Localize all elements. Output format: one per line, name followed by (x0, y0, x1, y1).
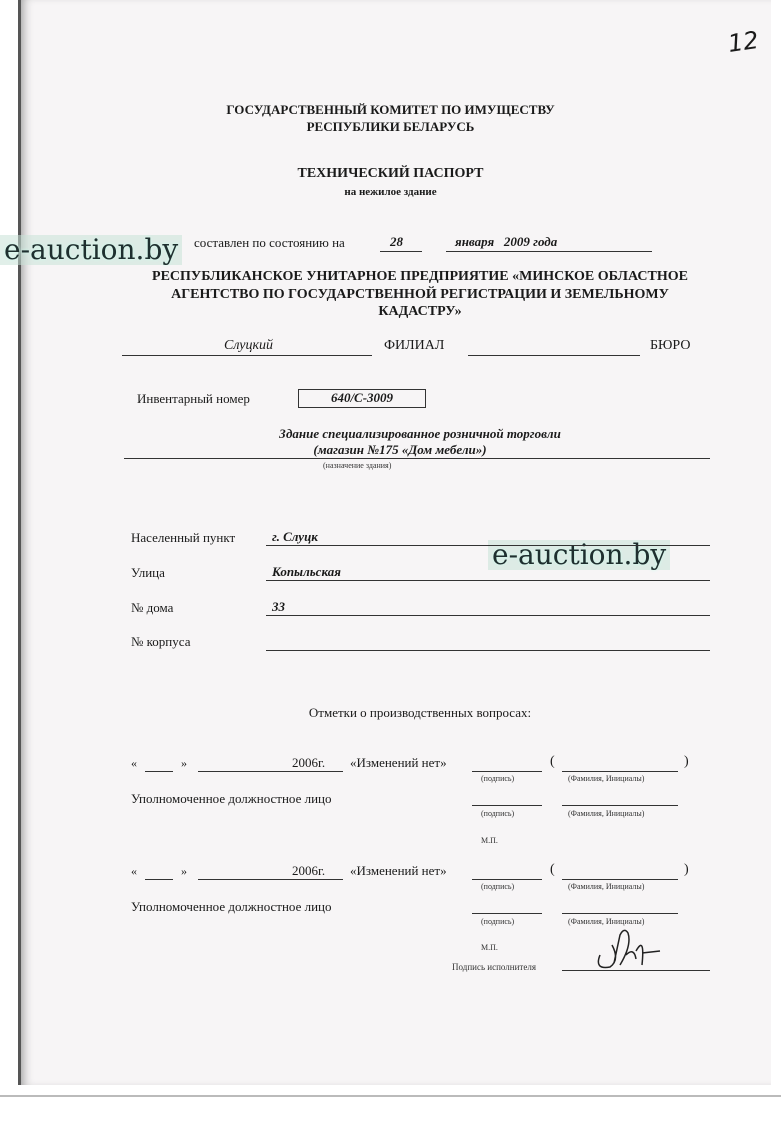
name-caption: (Фамилия, Инициалы) (568, 882, 645, 891)
stamp-label: М.П. (481, 836, 498, 845)
signature-caption: (подпись) (481, 774, 515, 783)
quote-close: » (181, 756, 187, 770)
paren-close: ) (684, 862, 689, 877)
org-line2: АГЕНТСТВО ПО ГОСУДАРСТВЕННОЙ РЕГИСТРАЦИИ И ЗЕМЕЛЬНОМУ (171, 287, 669, 302)
watermark: e-auction.by (488, 540, 670, 570)
header-line2: РЕСПУБЛИКИ БЕЛАРУСЬ (306, 119, 475, 134)
entry-year: 2006г. (292, 755, 326, 770)
date-label: составлен по состоянию на (194, 235, 345, 250)
name-caption: (Фамилия, Инициалы) (568, 809, 645, 818)
handwritten-signature (590, 925, 670, 980)
quote-open: « (131, 756, 137, 770)
inventory-label: Инвентарный номер (137, 391, 250, 406)
bureau-label: БЮРО (650, 338, 691, 353)
building-label: № корпуса (131, 634, 191, 649)
settlement-label: Населенный пункт (131, 530, 236, 545)
house-value: 33 (272, 599, 285, 614)
signature-caption: (подпись) (481, 809, 515, 818)
house-label: № дома (131, 600, 174, 615)
notes-title: Отметки о производственных вопросах: (308, 705, 532, 720)
entry-year: 2006г. (292, 863, 326, 878)
street-label: Улица (131, 565, 165, 580)
purpose-line1: Здание специализированное розничной торговли (279, 426, 561, 441)
header-line1: ГОСУДАРСТВЕННЫЙ КОМИТЕТ ПО ИМУЩЕСТВУ (226, 102, 555, 117)
executor-label: Подпись исполнителя (452, 962, 536, 972)
purpose-line2: (магазин №175 «Дом мебели») (313, 442, 487, 457)
official-label: Уполномоченное должностное лицо (131, 899, 332, 914)
divider (0, 1095, 781, 1097)
purpose-caption: (назначение здания) (323, 461, 392, 470)
paren-close: ) (684, 754, 689, 769)
paren-open: ( (550, 754, 555, 769)
branch-value: Слуцкий (224, 338, 274, 353)
filial-label: ФИЛИАЛ (384, 338, 445, 353)
doc-subtitle: на нежилое здание (344, 186, 437, 198)
stamp-label: М.П. (481, 943, 498, 952)
street-value: Копыльская (272, 564, 341, 579)
signature-caption: (подпись) (481, 917, 515, 926)
name-caption: (Фамилия, Инициалы) (568, 917, 645, 926)
watermark: e-auction.by (0, 235, 182, 265)
paren-open: ( (550, 862, 555, 877)
name-caption: (Фамилия, Инициалы) (568, 774, 645, 783)
entry-status: «Изменений нет» (350, 755, 447, 770)
date-day: 28 (390, 234, 403, 249)
page-number: 12 (726, 26, 761, 58)
entry-status: «Изменений нет» (350, 863, 447, 878)
doc-title: ТЕХНИЧЕСКИЙ ПАСПОРТ (297, 166, 484, 181)
settlement-value: г. Слуцк (272, 529, 318, 544)
inventory-value: 640/С-3009 (298, 389, 426, 408)
org-line3: КАДАСТРУ» (378, 304, 462, 319)
date-month-year: января 2009 года (455, 234, 558, 249)
signature-caption: (подпись) (481, 882, 515, 891)
quote-open: « (131, 864, 137, 878)
org-line1: РЕСПУБЛИКАНСКОЕ УНИТАРНОЕ ПРЕДПРИЯТИЕ «МИНСКОЕ ОБЛАСТНОЕ (152, 269, 688, 284)
official-label: Уполномоченное должностное лицо (131, 791, 332, 806)
quote-close: » (181, 864, 187, 878)
